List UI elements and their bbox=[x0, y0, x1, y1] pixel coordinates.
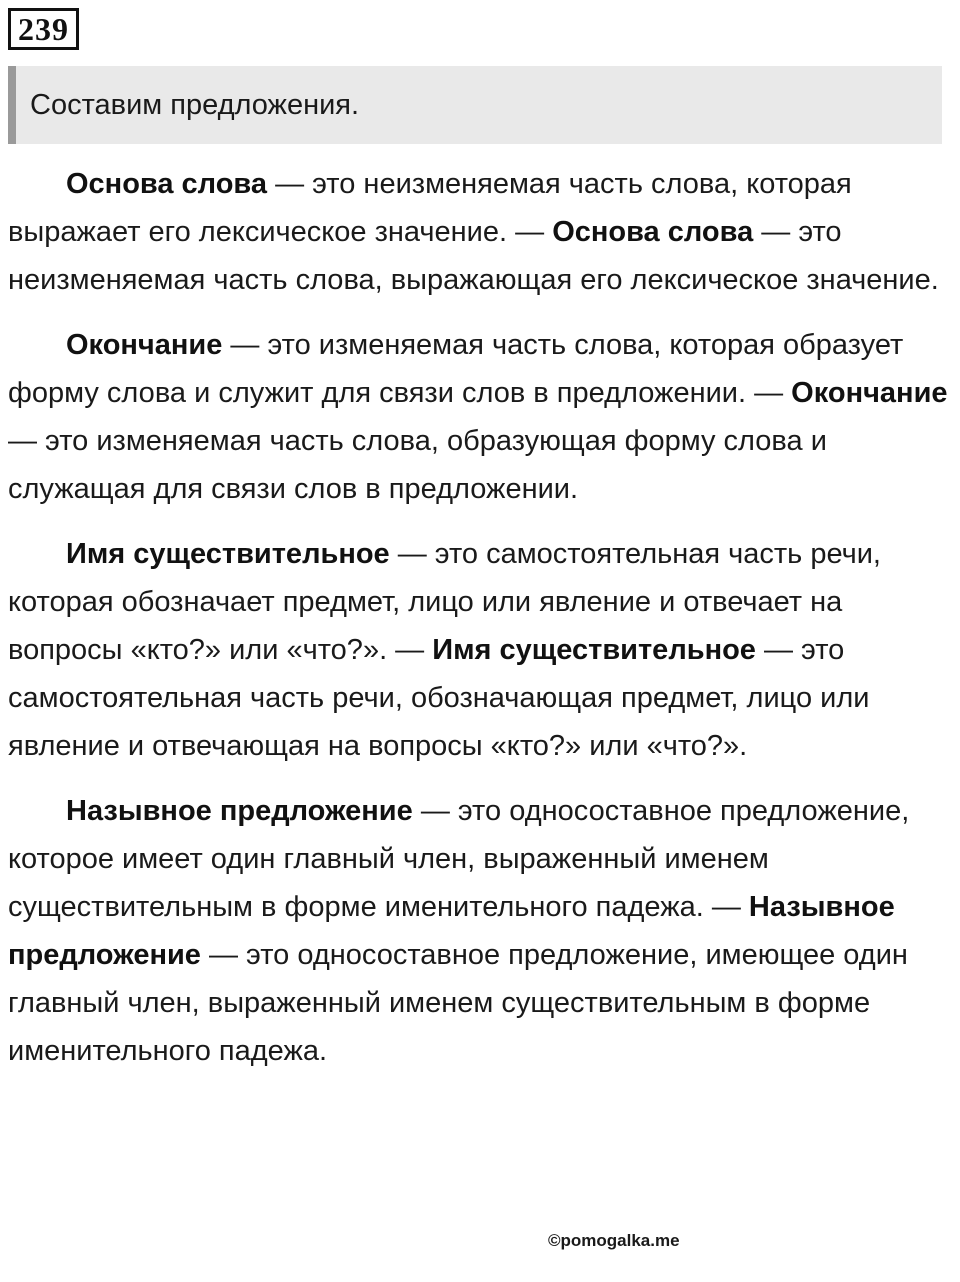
term-repeat: Имя существительное bbox=[432, 634, 756, 666]
paragraph-text: — это односоставное предложение, которое имеет один главный член, выраженный именем существительным в форме именительного падежа. — bbox=[8, 795, 910, 923]
paragraph-text: — это самостоятельная часть речи, которая обозначает предмет, лицо или явление и отвечает на вопросы «кто?» или «что?». — bbox=[8, 538, 881, 666]
paragraph-ending bbox=[8, 321, 954, 513]
paragraph-word-stem bbox=[8, 160, 954, 304]
paragraph-text-rephrased: — это односоставное предложение, имеющее один главный член, выраженный именем существительным в форме именительного падежа. bbox=[8, 939, 908, 1067]
paragraph-text: — это изменяемая часть слова, которая образует форму слова и служит для связи слов в предложении. — bbox=[8, 329, 904, 409]
exercise-number: 239 bbox=[8, 8, 79, 50]
term: Назывное предложение bbox=[66, 795, 413, 827]
term-repeat: Основа слова bbox=[552, 216, 754, 248]
term: Окончание bbox=[66, 329, 223, 361]
paragraph-nominative-sentence bbox=[8, 787, 954, 1075]
watermark: ©pomogalka.me bbox=[548, 1231, 680, 1250]
paragraph-text-rephrased: — это неизменяемая часть слова, выражающая его лексическое значение. bbox=[8, 216, 939, 296]
paragraph-text-rephrased: — это изменяемая часть слова, образующая форму слова и служащая для связи слов в предложении. bbox=[8, 425, 827, 505]
term: Основа слова bbox=[66, 168, 268, 200]
paragraph-text: — это неизменяемая часть слова, которая выражает его лексическое значение. — bbox=[8, 168, 852, 248]
task-banner bbox=[8, 66, 942, 144]
answer-content bbox=[8, 160, 954, 1092]
term-repeat: Окончание bbox=[791, 377, 948, 409]
term-repeat: Назывное предложение bbox=[8, 891, 895, 971]
task-text: Составим предложения. bbox=[30, 88, 360, 121]
paragraph-text-rephrased: — это самостоятельная часть речи, обозначающая предмет, лицо или явление и отвечающая на вопросы «кто?» или «что?». bbox=[8, 634, 870, 762]
term: Имя существительное bbox=[66, 538, 390, 570]
paragraph-noun bbox=[8, 530, 954, 770]
